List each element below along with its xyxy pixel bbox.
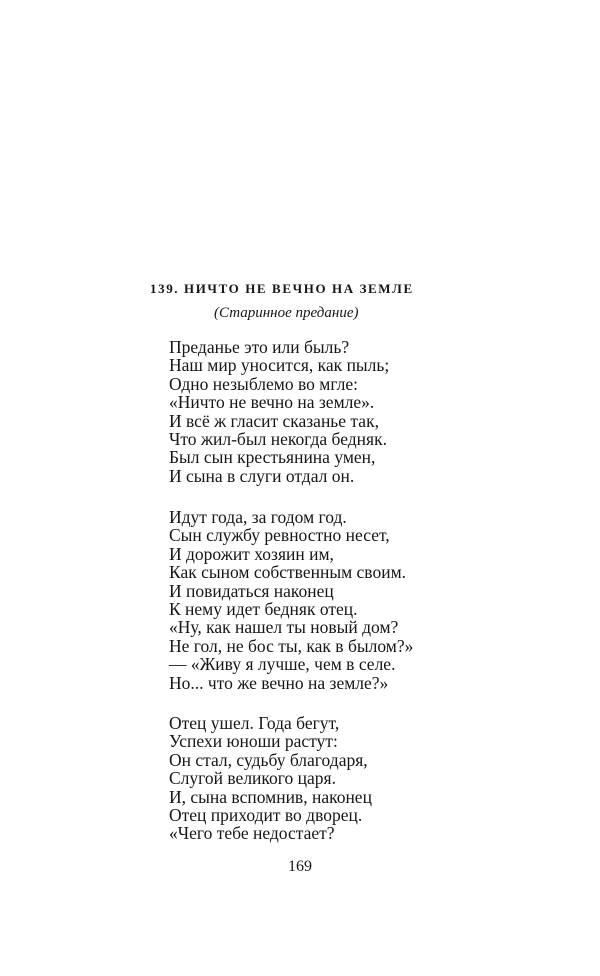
poem-line: К нему идет бедняк отец. [169,599,358,620]
poem-line: Отец ушел. Года бегут, [169,713,340,733]
poem-line: Успехи юноши растут: [169,731,338,752]
stanza-1 [169,338,389,485]
poem-line: Слугой великого царя. [169,768,336,789]
poem-line: — «Живу я лучше, чем в селе. [169,654,396,675]
poem-line: Одно незыблемо во мгле: [169,373,358,394]
stanza-2 [169,508,413,692]
poem-line: Отец приходит во дворец. [169,805,363,826]
poem-line: И повидаться наконец [169,580,334,601]
poem-title: 139. НИЧТО НЕ ВЕЧНО НА ЗЕМЛЕ [150,281,414,296]
poem-subtitle: (Старинное предание) [214,305,359,321]
poem-line: И, сына вспомнив, наконец [169,786,372,807]
poem-line: Сын службу ревностно несет, [169,525,390,546]
poem-line: «Ничто не вечно на земле». [169,392,375,413]
poem-line: Не гол, не бос ты, как в былом?» [169,635,414,656]
poem-line: Был сын крестьянина умен, [169,447,376,468]
poem-line: Преданье это или быль? [169,337,350,357]
page-number: 169 [288,858,312,875]
poem-line: Идут года, за годом год. [169,507,347,527]
poem-line: Что жил-был некогда бедняк. [169,429,387,450]
stanza-3 [169,714,372,843]
poem-line: Он стал, судьбу благодаря, [169,749,368,770]
poem-line: И дорожит хозяин им, [169,543,334,564]
poem-line: Как сыном собственным своим. [169,562,407,583]
poem-line: И сына в слуги отдал он. [169,465,355,486]
poem-line: «Чего тебе недостает? [169,823,335,844]
poem-line: «Ну, как нашел ты новый дом? [169,617,399,638]
poem-line: И всё ж гласит сказанье так, [169,410,379,431]
poem-line: Но... что же вечно на земле?» [169,672,389,693]
poem-line: Наш мир уносится, как пыль; [169,355,390,376]
